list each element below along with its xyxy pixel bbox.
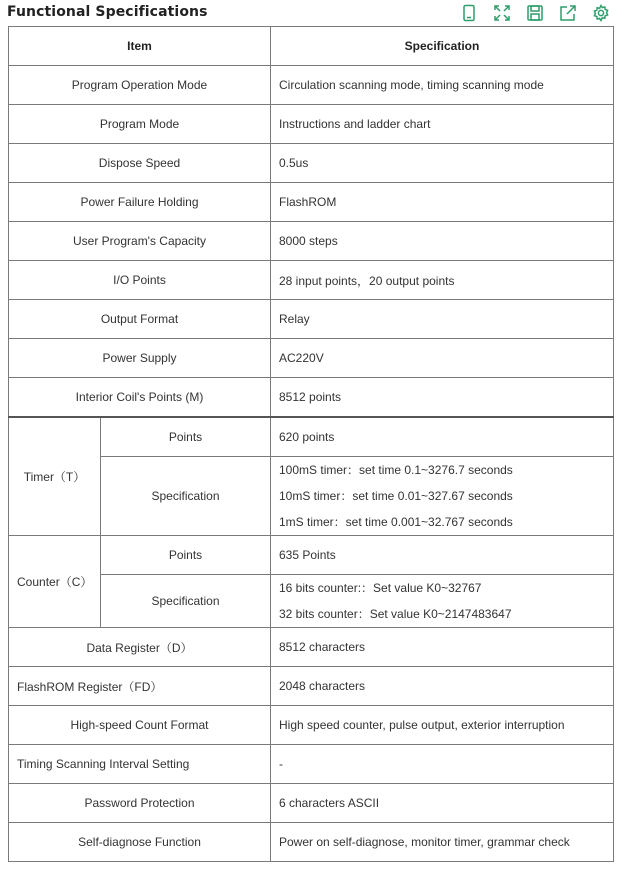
mobile-icon[interactable] <box>458 2 480 24</box>
header <box>0 0 626 26</box>
row-spec: 0.5us <box>271 144 614 183</box>
column-header-spec: Specification <box>271 27 614 66</box>
row-spec: 2048 characters <box>271 667 614 706</box>
table-row <box>9 628 614 667</box>
row-item: Self-diagnose Function <box>9 823 271 862</box>
timer-spec-line: 10mS timer：set time 0.01~327.67 seconds <box>279 489 513 503</box>
gear-icon[interactable] <box>590 2 612 24</box>
table-row <box>9 144 614 183</box>
counter-spec-line: 32 bits counter：Set value K0~2147483647 <box>279 607 512 621</box>
row-spec: FlashROM <box>271 183 614 222</box>
row-item: Data Register（D） <box>9 628 271 667</box>
counter-label: Counter（C） <box>9 536 101 628</box>
counter-spec-value <box>271 575 614 628</box>
row-item: High-speed Count Format <box>9 706 271 745</box>
row-spec: High speed counter, pulse output, exterior interruption <box>271 706 614 745</box>
fullscreen-icon[interactable] <box>491 2 513 24</box>
table-row <box>9 105 614 144</box>
toolbar <box>458 2 612 24</box>
row-item: Power Supply <box>9 339 271 378</box>
row-item: Timing Scanning Interval Setting <box>9 745 271 784</box>
table-row <box>9 300 614 339</box>
row-item: Output Format <box>9 300 271 339</box>
table-row <box>9 667 614 706</box>
row-spec: 8000 steps <box>271 222 614 261</box>
table-row <box>9 823 614 862</box>
share-icon[interactable] <box>557 2 579 24</box>
row-item: FlashROM Register（FD） <box>9 667 271 706</box>
row-item: I/O Points <box>9 261 271 300</box>
timer-spec-label: Specification <box>101 457 271 536</box>
row-spec: AC220V <box>271 339 614 378</box>
table-row <box>9 784 614 823</box>
timer-label: Timer（T） <box>9 417 101 536</box>
row-item: Interior Coil's Points (M) <box>9 378 271 418</box>
row-item: Program Operation Mode <box>9 66 271 105</box>
counter-points-value: 635 Points <box>271 536 614 575</box>
row-spec: 8512 characters <box>271 628 614 667</box>
counter-spec-line: 16 bits counter:：Set value K0~32767 <box>279 581 482 595</box>
row-item: User Program's Capacity <box>9 222 271 261</box>
row-spec: 8512 points <box>271 378 614 418</box>
row-spec: 6 characters ASCII <box>271 784 614 823</box>
timer-points-row <box>9 417 614 457</box>
save-icon[interactable] <box>524 2 546 24</box>
timer-points-label: Points <box>101 417 271 457</box>
row-item: Password Protection <box>9 784 271 823</box>
table-row <box>9 339 614 378</box>
timer-spec-line: 1mS timer：set time 0.001~32.767 seconds <box>279 515 513 529</box>
timer-spec-value <box>271 457 614 536</box>
counter-points-label: Points <box>101 536 271 575</box>
row-item: Power Failure Holding <box>9 183 271 222</box>
counter-points-row <box>9 536 614 575</box>
row-spec: 28 input points，20 output points <box>271 261 614 300</box>
table-row <box>9 745 614 784</box>
column-header-item: Item <box>9 27 271 66</box>
timer-points-value: 620 points <box>271 417 614 457</box>
row-spec: Relay <box>271 300 614 339</box>
row-spec: Power on self-diagnose, monitor timer, grammar check <box>271 823 614 862</box>
spec-table <box>8 26 614 862</box>
table-row <box>9 183 614 222</box>
row-spec: - <box>271 745 614 784</box>
row-spec: Circulation scanning mode, timing scanning mode <box>271 66 614 105</box>
row-spec: Instructions and ladder chart <box>271 105 614 144</box>
page-title: Functional Specifications <box>7 4 208 20</box>
table-row <box>9 706 614 745</box>
table-row <box>9 222 614 261</box>
table-row <box>9 66 614 105</box>
table-header-row <box>9 27 614 66</box>
table-row <box>9 378 614 418</box>
timer-spec-line: 100mS timer：set time 0.1~3276.7 seconds <box>279 463 513 477</box>
table-row <box>9 261 614 300</box>
counter-spec-label: Specification <box>101 575 271 628</box>
row-item: Program Mode <box>9 105 271 144</box>
row-item: Dispose Speed <box>9 144 271 183</box>
